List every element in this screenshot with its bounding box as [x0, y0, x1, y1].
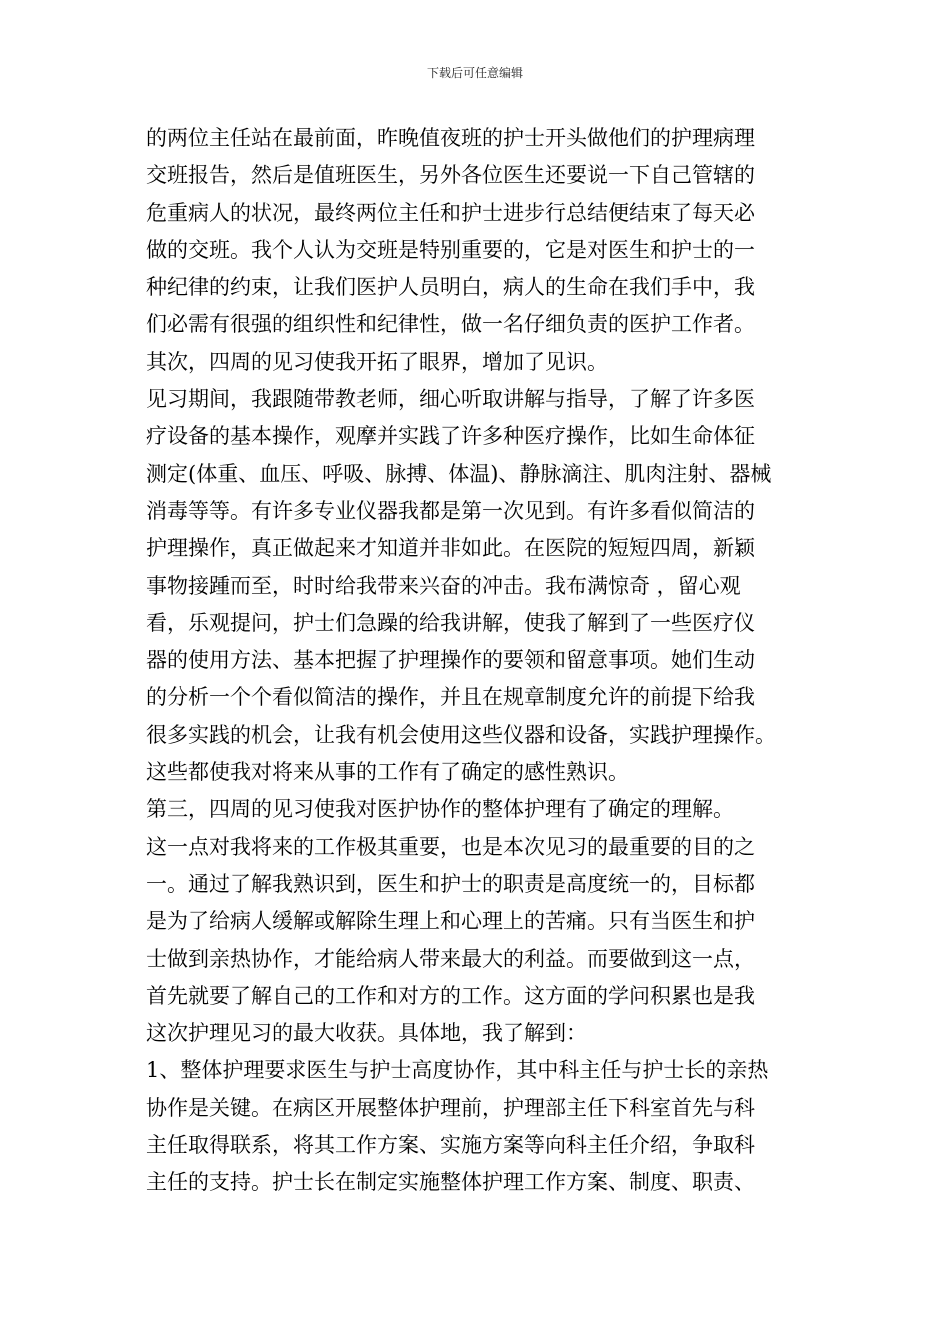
text-line: 第三，四周的见习使我对医护协作的整体护理有了确定的理解。 — [146, 797, 734, 822]
text-line: 看，乐观提问，护士们急躁的给我讲解，使我了解到了一些医疗仪 — [146, 610, 755, 635]
header-note: 下载后可任意编辑 — [426, 66, 523, 80]
text-line: 护理操作，真正做起来才知道并非如此。在医院的短短四周，新颖 — [146, 536, 755, 561]
text-line: 是为了给病人缓解或解除生理上和心理上的苦痛。只有当医生和护 — [146, 909, 755, 934]
text-line: 很多实践的机会，让我有机会使用这些仪器和设备，实践护理操作。 — [146, 722, 776, 747]
text-line: 危重病人的状况，最终两位主任和护士进步行总结便结束了每天必 — [146, 200, 755, 225]
text-line: 的分析一个个看似简洁的操作，并且在规章制度允许的前提下给我 — [146, 685, 755, 710]
text-line: 测定(体重、血压、呼吸、脉搏、体温)、静脉滴注、肌肉注射、器械 — [146, 461, 772, 486]
text-line: 们必需有很强的组织性和纪律性，做一名仔细负责的医护工作者。 — [146, 312, 755, 337]
text-line: 其次，四周的见习使我开拓了眼界，增加了见识。 — [146, 349, 608, 374]
text-line: 主任取得联系，将其工作方案、实施方案等向科主任介绍，争取科 — [146, 1133, 755, 1158]
text-line: 首先就要了解自己的工作和对方的工作。这方面的学问积累也是我 — [146, 983, 755, 1008]
text-line: 这一点对我将来的工作极其重要，也是本次见习的最重要的目的之 — [146, 834, 755, 859]
page-header — [0, 66, 950, 80]
text-line: 做的交班。我个人认为交班是特别重要的，它是对医生和护士的一 — [146, 237, 755, 262]
text-line: 这次护理见习的最大收获。具体地，我了解到： — [146, 1021, 587, 1046]
text-line: 种纪律的约束，让我们医护人员明白，病人的生命在我们手中，我 — [146, 275, 755, 300]
text-line: 1、整体护理要求医生与护士高度协作，其中科主任与护士长的亲热 — [146, 1058, 769, 1083]
text-line: 主任的支持。护士长在制定实施整体护理工作方案、制度、职责、 — [146, 1170, 755, 1195]
text-line: 器的使用方法、基本把握了护理操作的要领和留意事项。她们生动 — [146, 648, 755, 673]
text-line: 事物接踵而至，时时给我带来兴奋的冲击。我布满惊奇 ，留心观 — [146, 573, 741, 598]
text-line: 这些都使我对将来从事的工作有了确定的感性熟识。 — [146, 760, 629, 785]
text-line: 交班报告，然后是值班医生，另外各位医生还要说一下自己管辖的 — [146, 163, 755, 188]
text-line: 的两位主任站在最前面，昨晚值夜班的护士开头做他们的护理病理 — [146, 126, 755, 150]
document-body — [146, 120, 826, 1202]
text-line: 见习期间，我跟随带教老师，细心听取讲解与指导，了解了许多医 — [146, 387, 755, 412]
text-line: 一。通过了解我熟识到，医生和护士的职责是高度统一的，目标都 — [146, 871, 755, 896]
text-line: 士做到亲热协作，才能给病人带来最大的利益。而要做到这一点， — [146, 946, 755, 971]
text-line: 协作是关键。在病区开展整体护理前，护理部主任下科室首先与科 — [146, 1095, 755, 1120]
text-line: 消毒等等。有许多专业仪器我都是第一次见到。有许多看似简洁的 — [146, 498, 755, 523]
text-line: 疗设备的基本操作，观摩并实践了许多种医疗操作，比如生命体征 — [146, 424, 755, 449]
